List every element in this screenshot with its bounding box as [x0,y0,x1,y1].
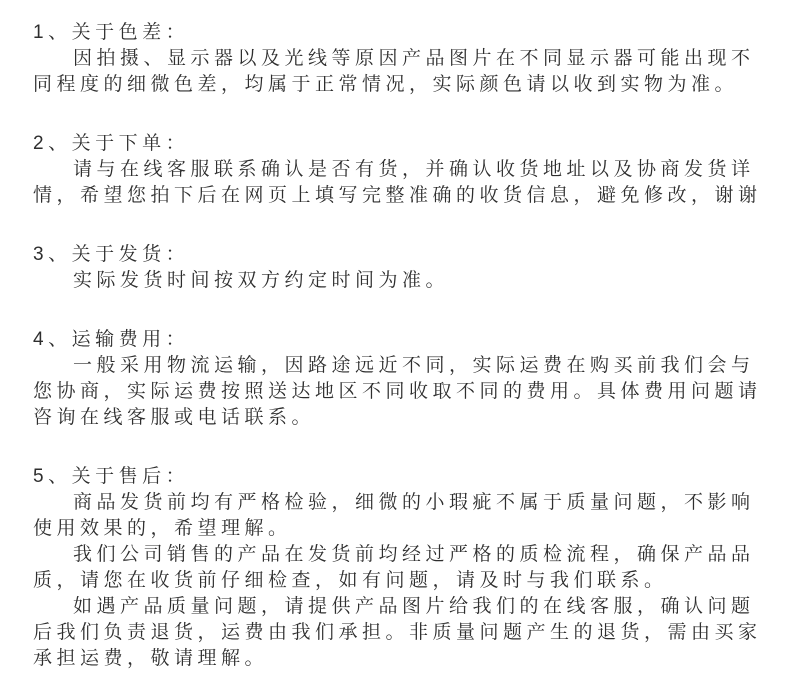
section-paragraph: 请与在线客服联系确认是否有货，并确认收货地址以及协商发货详情，希望您拍下后在网页上填写完整准确的收货信息，避免修改，谢谢 [33,159,762,206]
section-ordering [33,131,763,209]
section-freight-cost [33,327,763,431]
section-paragraph: 因拍摄、显示器以及光线等原因产品图片在不同显示器可能出现不同程度的细微色差，均属于正常情况，实际颜色请以收到实物为准。 [33,48,755,95]
section-shipping [33,242,763,294]
section-heading: 1、关于色差： [33,22,190,43]
section-paragraph: 实际发货时间按双方约定时间为准。 [73,270,450,291]
section-heading: 4、运输费用： [33,329,190,350]
section-paragraph: 如遇产品质量问题，请提供产品图片给我们的在线客服，确认问题后我们负责退货，运费由我们承担。非质量问题产生的退货，需由买家承担运费，敬请理解。 [33,596,762,669]
section-paragraph: 我们公司销售的产品在发货前均经过严格的质检流程，确保产品品质，请您在收货前仔细检查，如有问题，请及时与我们联系。 [33,544,755,591]
section-color-difference [33,20,763,98]
section-heading: 3、关于发货： [33,244,190,265]
section-paragraph: 一般采用物流运输，因路途远近不同，实际运费在购买前我们会与您协商，实际运费按照送达地区不同收取不同的费用。具体费用问题请咨询在线客服或电话联系。 [33,355,762,428]
section-after-sales [33,464,763,672]
section-heading: 2、关于下单： [33,133,190,154]
section-heading: 5、关于售后： [33,466,190,487]
section-paragraph: 商品发货前均有严格检验，细微的小瑕疵不属于质量问题，不影响使用效果的，希望理解。 [33,492,755,539]
